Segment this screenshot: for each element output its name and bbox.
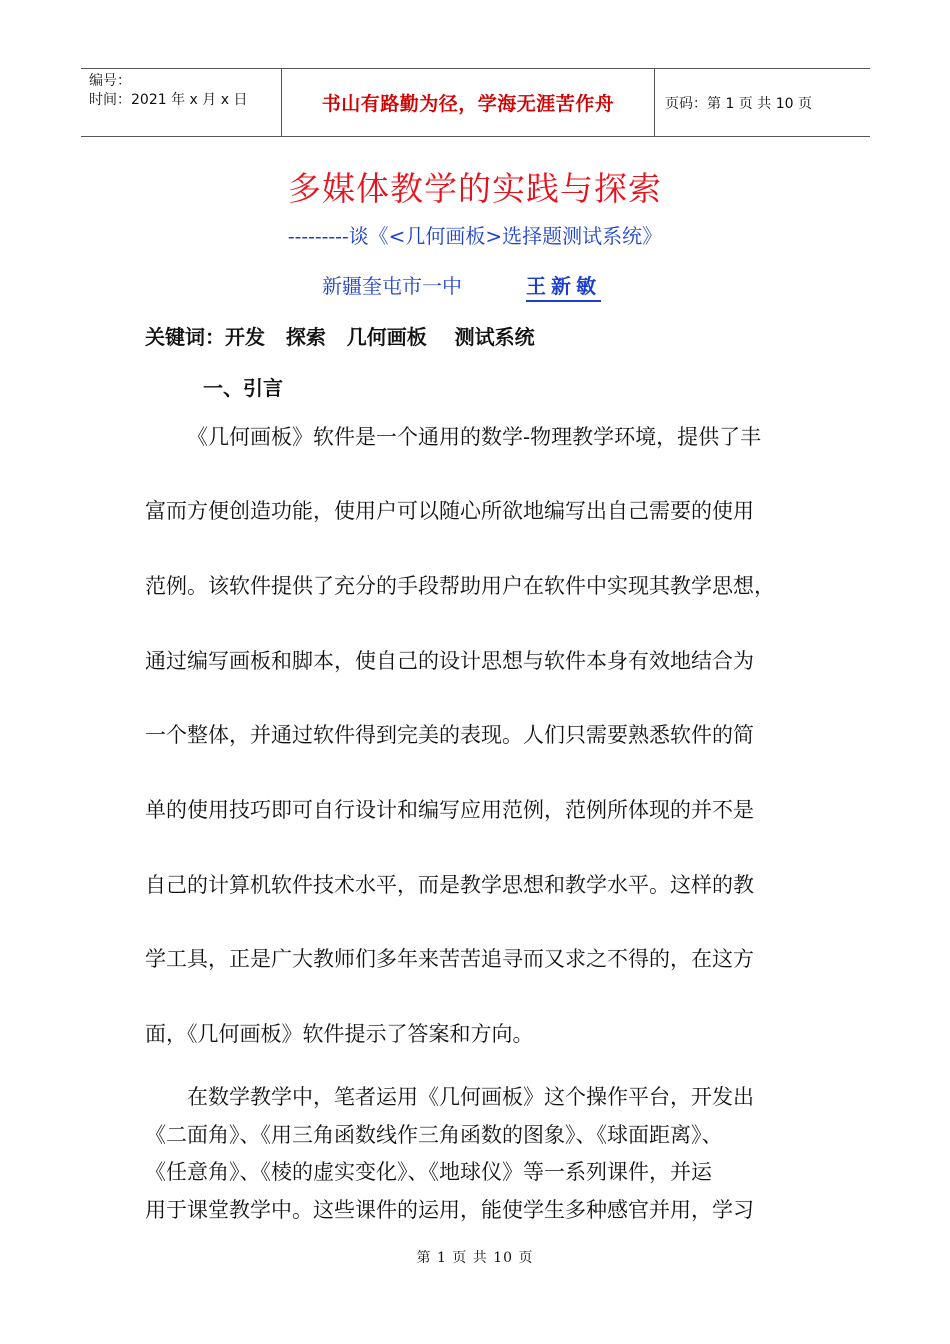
document-subtitle: ---------谈《<几何画板>选择题测试系统》 <box>287 224 663 248</box>
page-info: 页码：第 1 页 共 10 页 <box>665 95 812 112</box>
paragraph-line: 学工具，正是广大教师们多年来苦苦追寻而又求之不得的，在这方 <box>145 947 754 971</box>
school-name: 新疆奎屯市一中 <box>322 274 462 298</box>
header-meta <box>81 69 281 136</box>
paragraph-line: 《任意角》、《棱的虚实变化》、《地球仪》等一系列课件，并运 <box>145 1160 712 1184</box>
author-name: 王新敏 <box>526 270 601 302</box>
paragraph-line: 在数学教学中，笔者运用《几何画板》这个操作平台，开发出 <box>187 1085 754 1109</box>
time-label: 时间：2021 年 x 月 x 日 <box>89 92 248 108</box>
paragraph-line: 范例。该软件提供了充分的手段帮助用户在软件中实现其教学思想， <box>145 574 775 598</box>
paragraph-line: 富而方便创造功能，使用户可以随心所欲地编写出自己需要的使用 <box>145 499 754 523</box>
paragraph-line: 通过编写画板和脚本，使自己的设计思想与软件本身有效地结合为 <box>145 649 754 673</box>
page-footer: 第 1 页 共 10 页 <box>416 1250 534 1266</box>
author-line <box>322 270 601 299</box>
document-title: 多媒体教学的实践与探索 <box>288 169 662 208</box>
keywords: 关键词：开发 探索 几何画板 测试系统 <box>145 325 535 349</box>
paragraph-line: 《几何画板》软件是一个通用的数学-物理教学环境，提供了丰 <box>187 425 762 449</box>
paragraph-line: 一个整体，并通过软件得到完美的表现。人们只需要熟悉软件的简 <box>145 723 754 747</box>
paragraph-line: 单的使用技巧即可自行设计和编写应用范例，范例所体现的并不是 <box>145 798 754 822</box>
paragraph-line: 《二面角》、《用三角函数线作三角函数的图象》、《球面距离》、 <box>145 1123 723 1147</box>
section-heading: 一、引言 <box>203 376 283 400</box>
motto: 书山有路勤为径，学海无涯苦作舟 <box>281 69 655 136</box>
number-label: 编号： <box>89 73 131 89</box>
header-table <box>81 68 870 137</box>
paragraph-line: 自己的计算机软件技术水平，而是教学思想和教学水平。这样的教 <box>145 873 754 897</box>
paragraph-line: 用于课堂教学中。这些课件的运用，能使学生多种感官并用，学习 <box>145 1198 754 1222</box>
paragraph-line: 面，《几何画板》软件提示了答案和方向。 <box>145 1022 534 1046</box>
